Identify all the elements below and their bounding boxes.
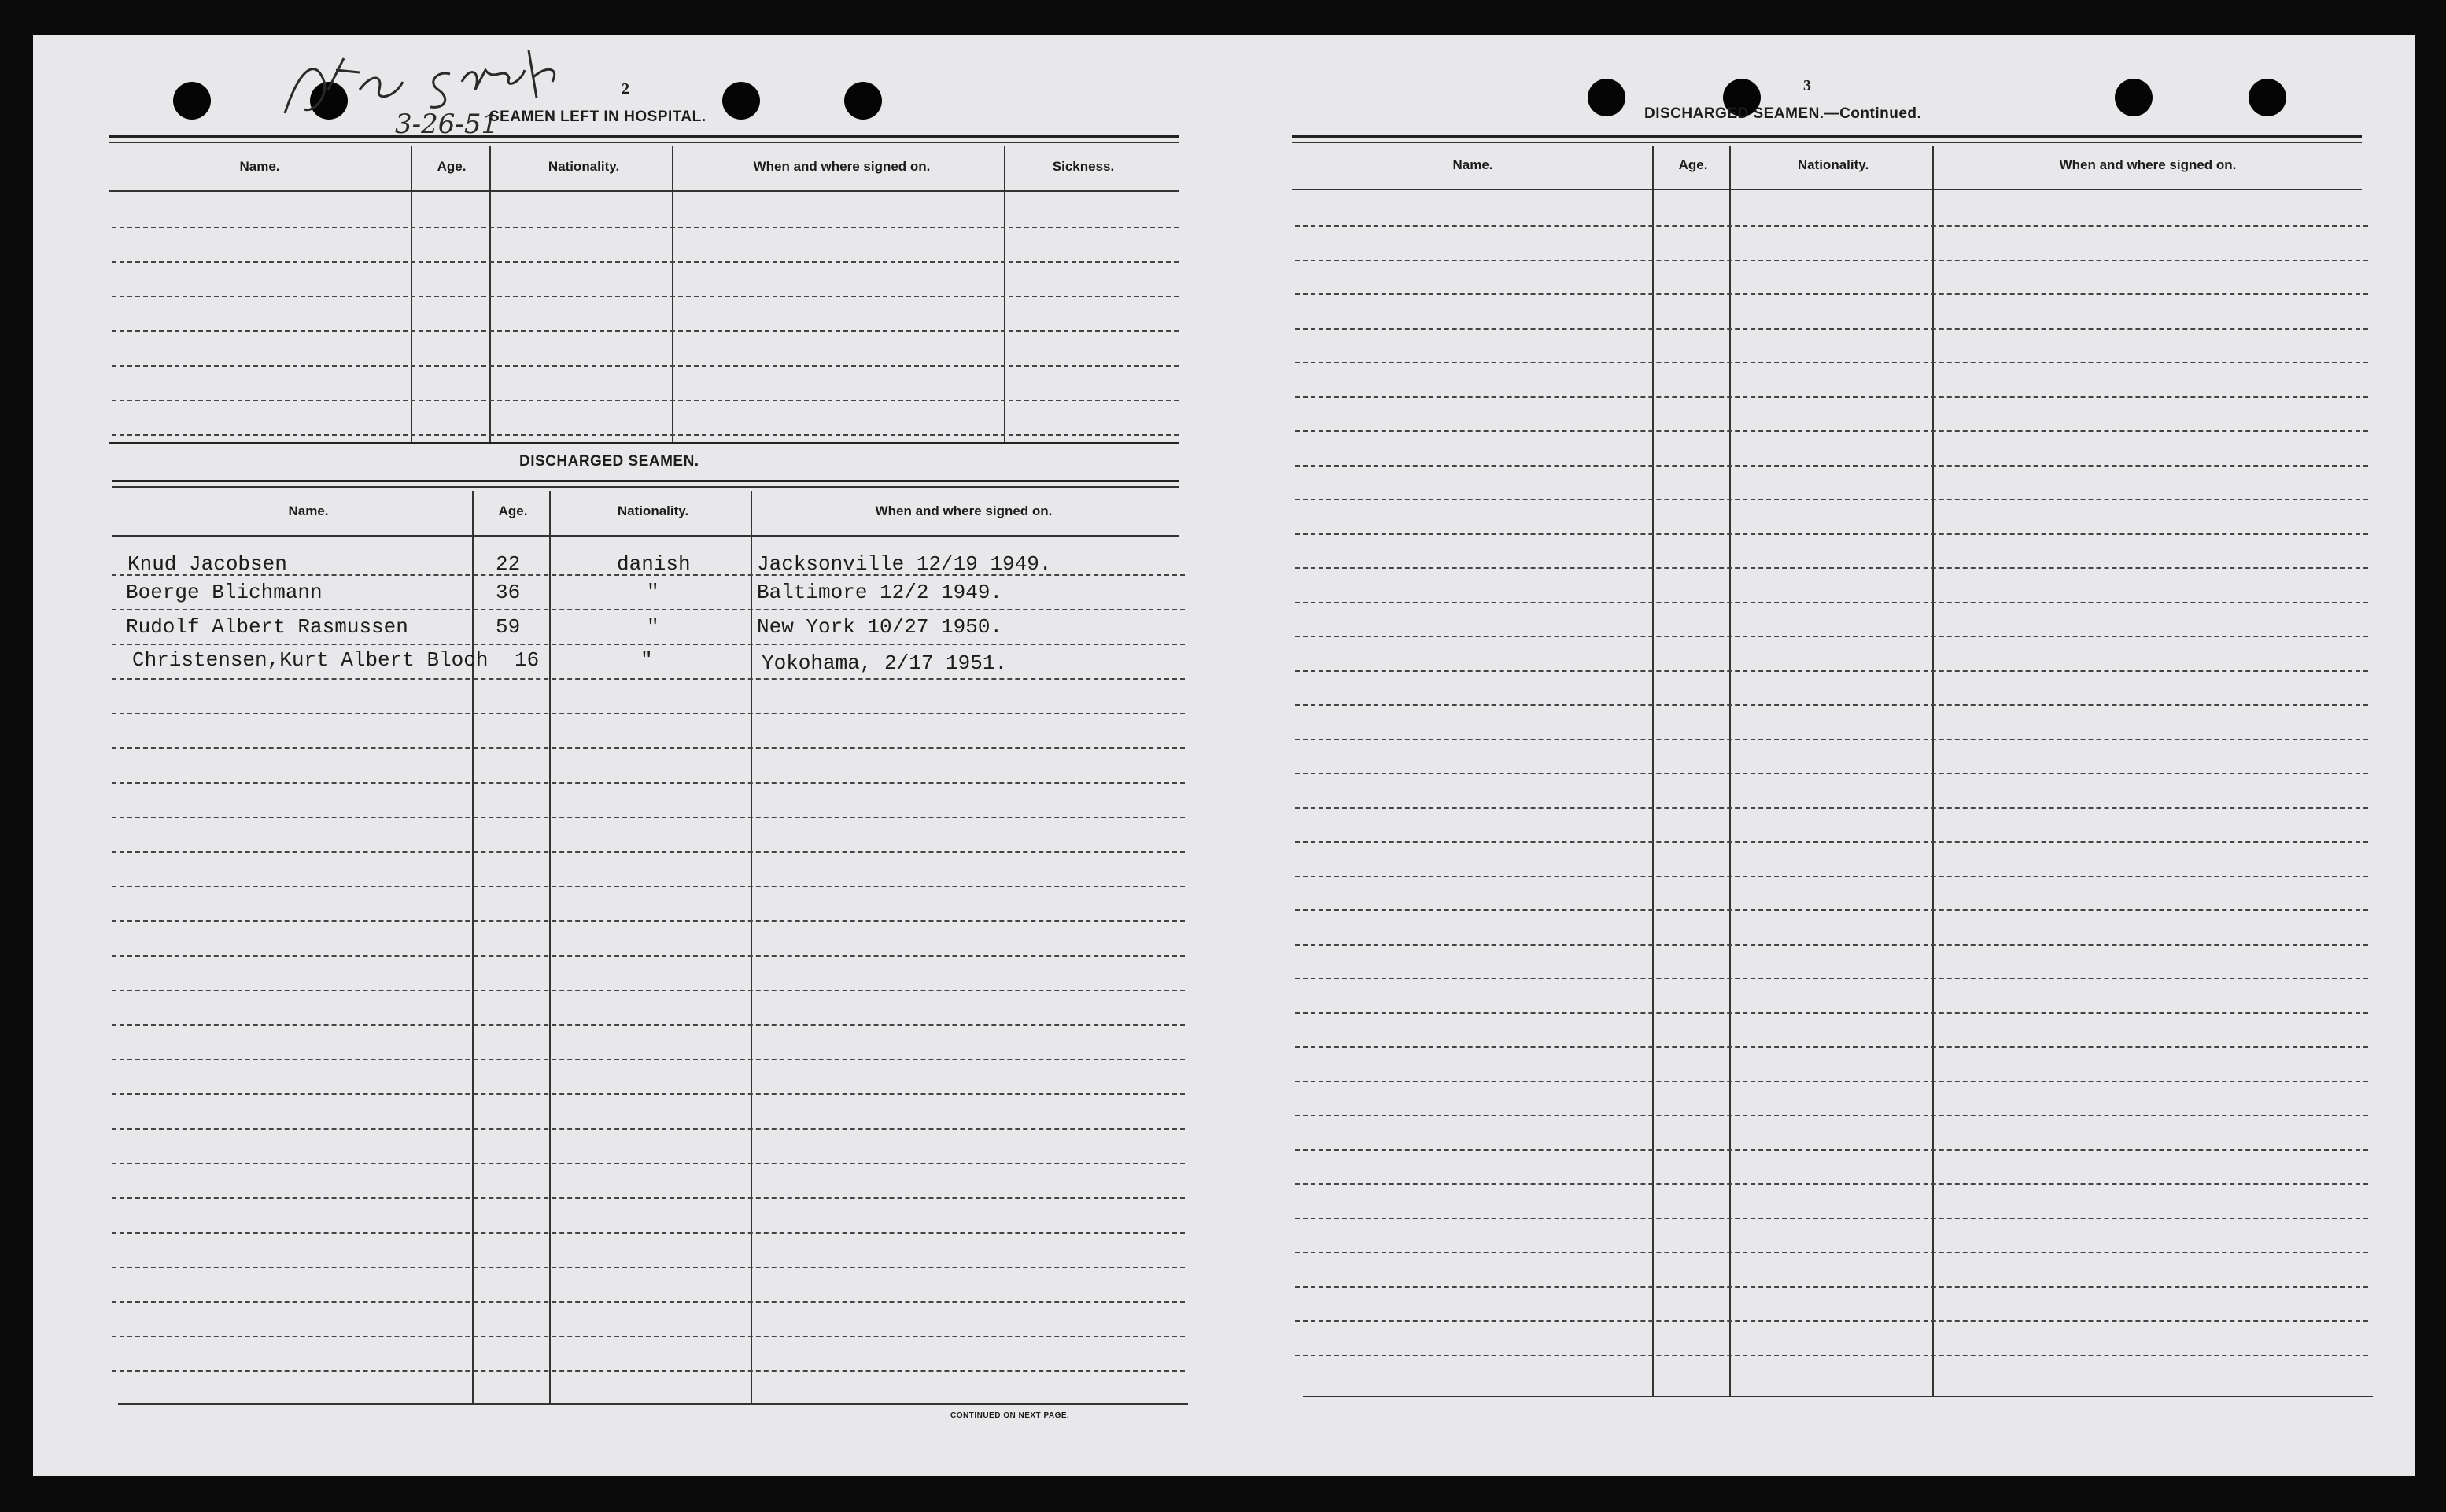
rule [112,535,1179,537]
row-line [1295,328,2368,330]
row-line [112,1267,1185,1268]
punch-hole [173,82,211,120]
discharged-name: Christensen,Kurt Albert Bloch [132,648,489,672]
discharged-name: Knud Jacobsen [127,552,287,576]
rule [118,1403,1188,1405]
punch-hole [722,82,760,120]
rule [109,135,1179,138]
row-line [112,1128,1185,1130]
row-line [1295,396,2368,398]
column-divider [1932,146,1934,1396]
row-line [112,434,1179,436]
discharged-header-nationality: Nationality. [617,503,689,518]
row-line [1295,1355,2368,1356]
rule [1292,135,2362,138]
row-line [1295,1320,2368,1322]
row-line [112,365,1179,367]
discharged-signed-on: Baltimore 12/2 1949. [757,581,1003,604]
row-line [1295,1012,2368,1014]
row-line [1295,362,2368,363]
discharged-header-signed-on: When and where signed on. [875,503,1053,518]
discharged-section-title: DISCHARGED SEAMEN. [519,453,699,470]
row-line [112,990,1185,991]
punch-hole [1588,79,1625,116]
column-divider [672,146,673,442]
row-line [1295,465,2368,467]
row-line [1295,1046,2368,1048]
row-line [112,851,1185,853]
row-line [112,817,1185,818]
row-line [1295,1286,2368,1288]
handwritten-date: 3-26-51 [395,109,499,140]
column-divider [1652,146,1654,1396]
discharged-name: Boerge Blichmann [126,581,323,604]
row-line [1295,602,2368,603]
discharged-name: Rudolf Albert Rasmussen [126,615,408,639]
discharged-nationality: " [647,581,659,604]
row-line [112,644,1185,645]
row-line [112,1232,1185,1234]
rule [1303,1396,2373,1397]
row-line [1295,909,2368,911]
hospital-header-age: Age. [437,159,467,174]
punch-hole [2249,79,2286,116]
column-divider [1004,146,1005,442]
discharged-signed-on: Jacksonville 12/19 1949. [757,552,1052,576]
hospital-header-signed-on: When and where signed on. [753,159,931,174]
column-divider [1729,146,1731,1396]
row-line [1295,773,2368,774]
right-header-name: Name. [1452,157,1493,172]
row-line [1295,704,2368,706]
right-page-number: 3 [1803,77,1811,94]
row-line [1295,1081,2368,1082]
row-line [112,1336,1185,1337]
row-line [1295,978,2368,979]
rule [112,480,1179,482]
row-line [112,1059,1185,1060]
row-line [1295,430,2368,432]
hospital-header-name: Name. [239,159,280,174]
row-line [1295,499,2368,500]
row-line [112,747,1185,749]
column-divider [411,146,412,442]
rule [109,442,1179,444]
discharged-signed-on: Yokohama, 2/17 1951. [762,651,1008,675]
row-line [112,400,1179,401]
right-section-title: DISCHARGED SEAMEN.—Continued. [1644,105,1922,122]
row-line [1295,807,2368,809]
discharged-age: 59 [496,615,521,639]
row-line [1295,876,2368,877]
row-line [112,1093,1185,1095]
discharged-header-name: Name. [288,503,329,518]
right-header-nationality: Nationality. [1797,157,1869,172]
hospital-header-sickness: Sickness. [1052,159,1115,174]
hospital-section-title: SEAMEN LEFT IN HOSPITAL. [489,109,706,125]
punch-hole [2115,79,2153,116]
discharged-header-age: Age. [498,503,528,518]
hospital-header-nationality: Nationality. [548,159,620,174]
document-spread [33,35,2415,1476]
row-line [112,782,1185,784]
row-line [1295,1218,2368,1219]
row-line [112,1024,1185,1026]
discharged-nationality: " [640,648,653,672]
row-line [1295,260,2368,261]
rule [112,486,1179,488]
row-line [112,920,1185,922]
continued-footer: CONTINUED ON NEXT PAGE. [950,1411,1070,1420]
rule [1292,142,2362,143]
right-header-signed-on: When and where signed on. [2059,157,2237,172]
row-line [112,296,1179,297]
discharged-age: 16 [515,648,540,672]
row-line [112,227,1179,228]
row-line [1295,567,2368,569]
row-line [1295,533,2368,535]
row-line [112,261,1179,263]
left-page-number: 2 [622,80,629,98]
column-divider [489,146,491,442]
row-line [1295,1115,2368,1116]
row-line [112,886,1185,887]
row-line [112,1163,1185,1164]
row-line [1295,944,2368,946]
row-line [1295,225,2368,227]
row-line [112,713,1185,714]
row-line [112,1197,1185,1199]
row-line [1295,1149,2368,1151]
row-line [1295,636,2368,637]
row-line [112,609,1185,610]
row-line [1295,739,2368,740]
discharged-age: 36 [496,581,521,604]
rule [109,190,1179,192]
row-line [1295,1183,2368,1185]
row-line [1295,1252,2368,1253]
row-line [1295,293,2368,295]
discharged-nationality: " [647,615,659,639]
row-line [112,1370,1185,1372]
row-line [1295,841,2368,843]
row-line [112,678,1185,680]
row-line [1295,670,2368,672]
row-line [112,955,1185,957]
discharged-signed-on: New York 10/27 1950. [757,615,1003,639]
discharged-nationality: danish [617,552,691,576]
row-line [112,1301,1185,1303]
punch-hole [844,82,882,120]
rule [109,142,1179,143]
rule [1292,189,2362,190]
discharged-age: 22 [496,552,521,576]
row-line [112,330,1179,332]
right-header-age: Age. [1678,157,1708,172]
